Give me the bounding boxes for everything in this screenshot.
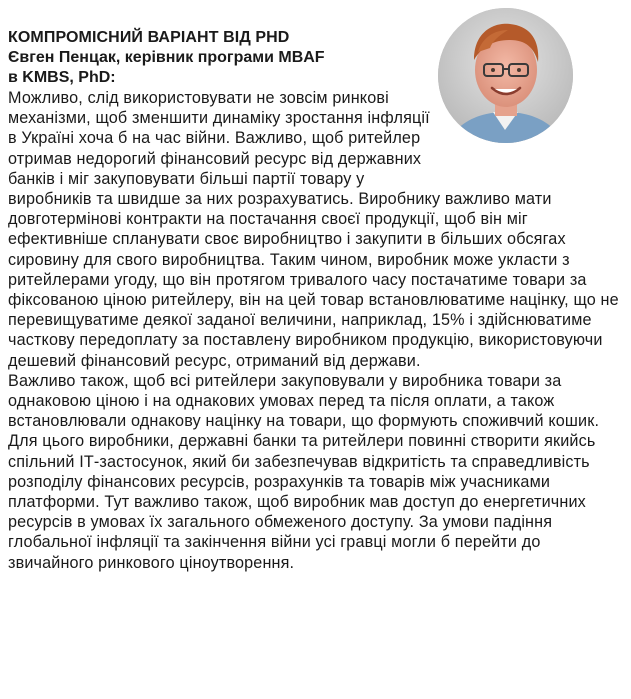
article [8, 28, 626, 573]
paragraph-2: Важливо також, щоб всі ритейлери закуповували у виробника товари за однаковою ціною і на однакових умовах перед та після оплати, а також встановлювали однакову націнку на товари, що формують споживчий кошик. Для цього виробники, державні банки та ритейлери повинні створити якийсь спільний ІТ-застосунок, який би забезпечував відкритість та справедливість розподілу фінансових ресурсів, розрахунків та товарів між учасниками платформи. Тут важливо також, щоб виробник мав доступ до енергетичних ресурсів в умовах їх загального обмеженого доступу. За умови падіння глобальної інфляції та закінчення війни усі гравці могли б перейти до звичайного ринкового ціноутворення. [8, 371, 600, 572]
author-affiliation-line: в KMBS, PhD: [8, 69, 116, 86]
article-header [8, 28, 428, 88]
photo-wrap-spacer [436, 88, 626, 170]
author-name-line: Євген Пенцак, керівник програми MBAF [8, 49, 325, 66]
paragraph-1-lead [8, 88, 626, 371]
article-title: КОМПРОМІСНИЙ ВАРІАНТ ВІД PHD [8, 29, 290, 46]
paragraph-1-text: Можливо, слід використовувати не зовсім ринкові механізми, щоб зменшити динаміку зростання інфляції в Україні хоча б на час війни. Важливо, щоб ритейлер отримав недорогий фінансовий ресурс від державних банків і міг закуповувати більші партії товару у виробників та швидше за них розрахуватись. Виробнику важливо мати довготермінові контракти на постачання своєї продукції, щоб він міг ефективніше спланувати своє виробництво і закупити в більших обсягах сировину для свого виробництва. Таким чином, виробник може укласти з ритейлерами угоду, що він протягом тривалого часу постачатиме товари за фіксованою ціною ритейлеру, він на цей товар встановлюватиме націнку, що не перевищуватиме деякої заданої величини, наприклад, 15% і здійснюватиме часткову передоплату за поставлену виробником продукцію, використовуючи дешевий фінансовий ресурс, отриманий від держави. [8, 89, 619, 370]
